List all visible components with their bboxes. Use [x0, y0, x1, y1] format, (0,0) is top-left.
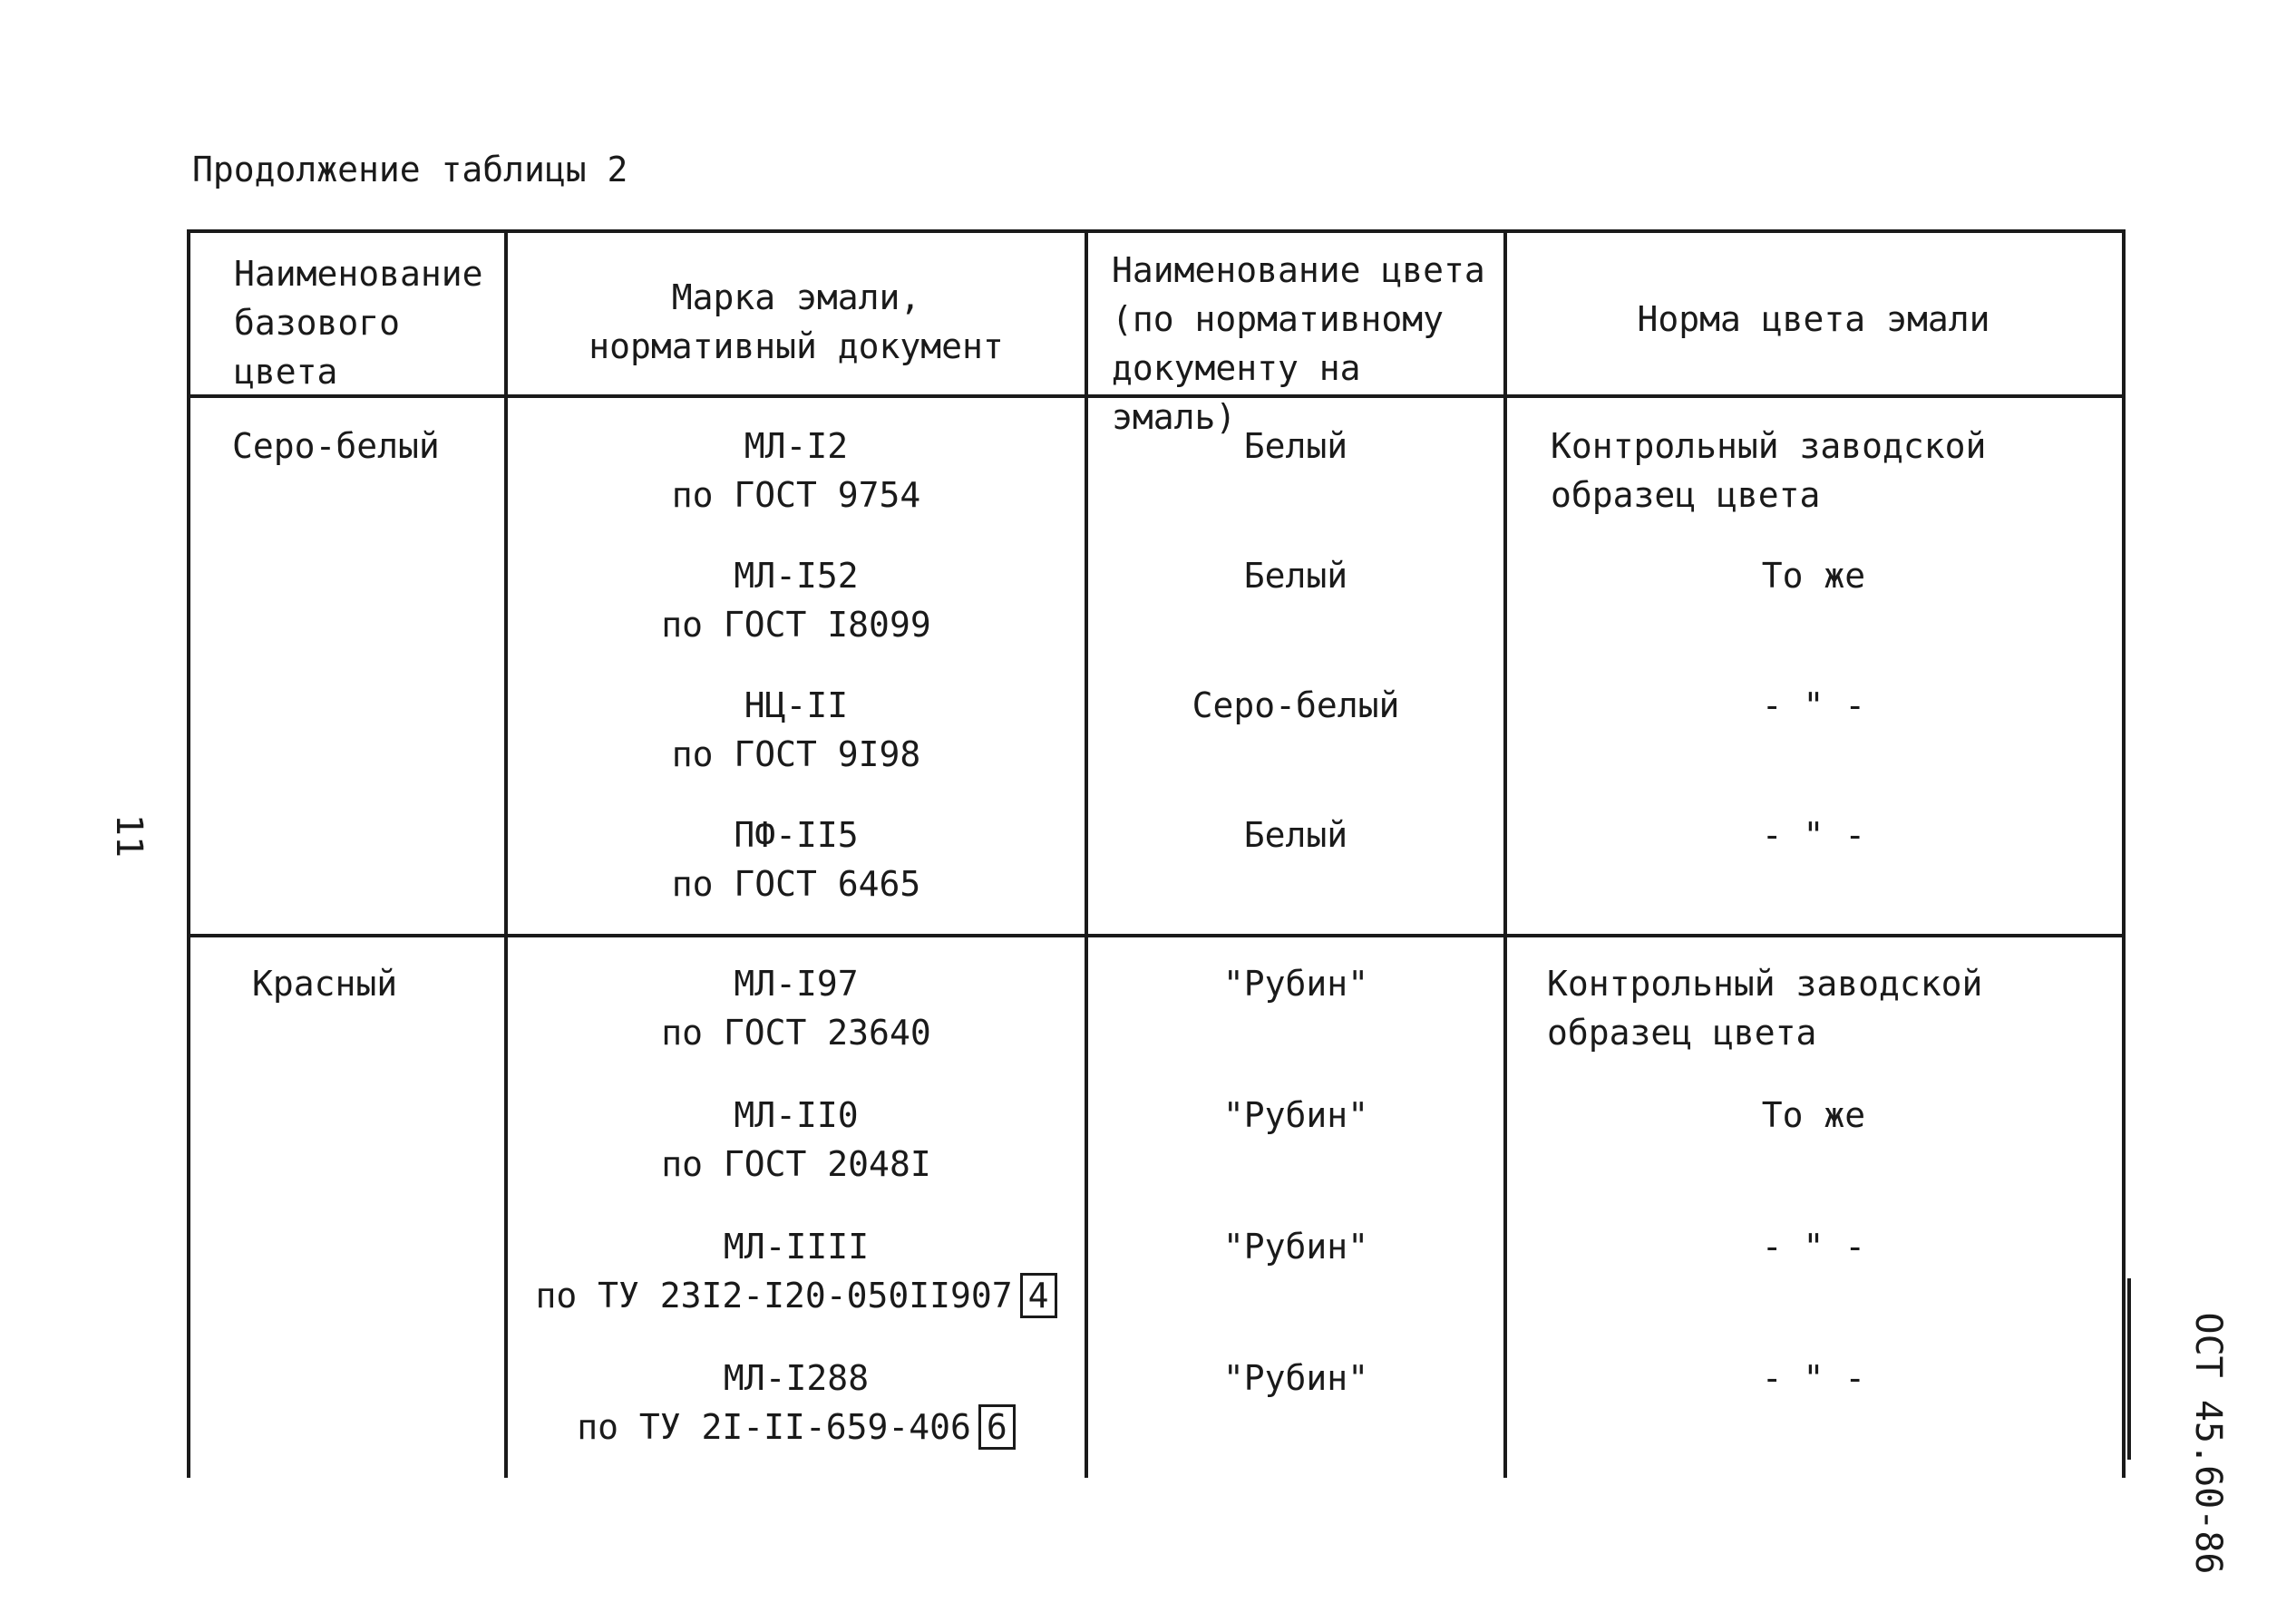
- color-cell: Серо-белый: [1192, 685, 1400, 725]
- group-divider-rule: [187, 934, 2126, 937]
- norm-line: Контрольный заводской: [1547, 964, 1983, 1004]
- mark-cell: [508, 681, 1085, 779]
- normative-doc: по ГОСТ 2048I: [661, 1144, 931, 1184]
- enamel-mark: МЛ-I52: [734, 556, 859, 596]
- margin-rule: [2127, 1278, 2131, 1460]
- norm-cell: - " -: [1761, 1358, 1866, 1398]
- mark-cell: [508, 1222, 1085, 1320]
- enamel-table: [187, 229, 2126, 1478]
- header-line: Наименование: [234, 254, 483, 294]
- norm-cell: То же: [1761, 556, 1866, 596]
- table-left-rule: [187, 229, 190, 1478]
- header-line: базового: [234, 303, 401, 343]
- table-top-rule: [187, 229, 2126, 233]
- mark-cell: [508, 1091, 1085, 1189]
- norm-cell: - " -: [1761, 685, 1866, 725]
- base-color-cell: Красный: [252, 964, 398, 1004]
- color-cell: "Рубин": [1222, 964, 1369, 1004]
- header-base-color: [234, 249, 502, 396]
- color-cell: Белый: [1243, 815, 1348, 855]
- header-line: Наименование цвета: [1112, 250, 1485, 290]
- reference-bracket: 6: [978, 1404, 1016, 1450]
- normative-doc: по ГОСТ I8099: [661, 605, 931, 645]
- mark-cell: [508, 811, 1085, 908]
- enamel-mark: НЦ-II: [744, 685, 849, 725]
- normative-doc: по ГОСТ 9I98: [671, 734, 921, 774]
- document-code: ОСТ 45.60-86: [2187, 1312, 2229, 1575]
- header-line: цвета: [234, 352, 338, 392]
- header-color-name: [1112, 246, 1502, 442]
- header-line: (по нормативному: [1112, 299, 1445, 339]
- header-line: документу на эмаль): [1112, 348, 1361, 437]
- header-color-norm: Норма цвета эмали: [1637, 299, 1990, 339]
- color-cell: "Рубин": [1222, 1095, 1369, 1135]
- norm-cell: То же: [1761, 1095, 1866, 1135]
- enamel-mark: МЛ-I2: [744, 426, 849, 466]
- enamel-mark: МЛ-I97: [734, 964, 859, 1004]
- color-cell: "Рубин": [1222, 1358, 1369, 1398]
- normative-doc: [508, 1271, 1085, 1320]
- norm-line: Контрольный заводской: [1551, 426, 1987, 466]
- color-cell: "Рубин": [1222, 1227, 1369, 1267]
- header-line: нормативный документ: [589, 326, 1004, 366]
- normative-doc: по ГОСТ 23640: [661, 1013, 931, 1053]
- mark-cell: [508, 1354, 1085, 1452]
- normative-doc: [508, 1403, 1085, 1452]
- mark-cell: [508, 551, 1085, 649]
- norm-cell: [1551, 422, 2113, 519]
- enamel-mark: МЛ-I288: [723, 1358, 870, 1398]
- norm-cell: - " -: [1761, 815, 1866, 855]
- base-color-cell: Серо-белый: [232, 426, 440, 466]
- norm-cell: - " -: [1761, 1227, 1866, 1267]
- color-cell: Белый: [1243, 556, 1348, 596]
- header-line: Марка эмали,: [671, 277, 921, 317]
- page-number: 11: [108, 813, 151, 859]
- table-right-rule: [2122, 229, 2126, 1478]
- enamel-mark: МЛ-II0: [734, 1095, 859, 1135]
- table-caption: Продолжение таблицы 2: [192, 150, 628, 189]
- normative-doc: по ГОСТ 6465: [671, 864, 921, 904]
- enamel-mark: МЛ-IIII: [723, 1227, 870, 1267]
- color-cell: Белый: [1243, 426, 1348, 466]
- enamel-mark: ПФ-II5: [734, 815, 859, 855]
- normative-doc-text: по ТУ 2I-II-659-406: [577, 1407, 971, 1447]
- header-enamel-mark: [508, 273, 1085, 371]
- norm-line: образец цвета: [1551, 475, 1821, 515]
- norm-line: образец цвета: [1547, 1013, 1817, 1053]
- normative-doc: по ГОСТ 9754: [671, 475, 921, 515]
- mark-cell: [508, 422, 1085, 519]
- normative-doc-text: по ТУ 23I2-I20-050II907: [535, 1276, 1013, 1316]
- norm-cell: [1547, 959, 2113, 1057]
- mark-cell: [508, 959, 1085, 1057]
- reference-bracket: 4: [1020, 1273, 1057, 1318]
